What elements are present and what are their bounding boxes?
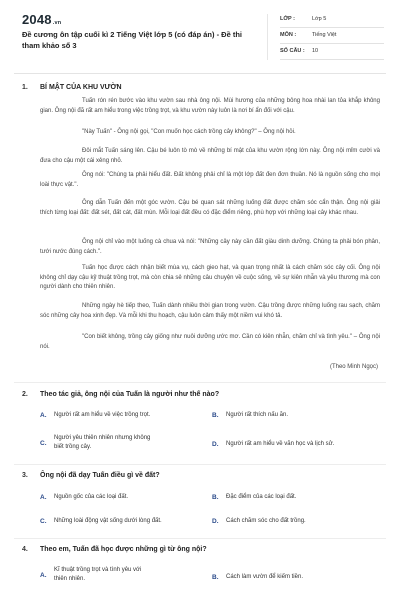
option-text: Người rất am hiểu về việc trồng trọt. [54,411,151,418]
passage-paragraph: Ông dẫn Tuấn đến một góc vườn. Cậu bé quan sát những luống đất được chăm sóc cẩn thận. Ông nội giải thích từng loại đất: đất sét, đất cát, đất mùn. Mỗi loại đất đều có đặc điểm riêng, phù hợp với những loại cây khác nhau. [40,200,380,216]
question-text: Theo tác giả, ông nội của Tuấn là người như thế nào? [40,391,220,398]
answer-option[interactable] [212,437,384,451]
answer-option[interactable] [212,490,382,504]
meta-line [280,43,384,44]
question-number: 3. [22,472,28,479]
question-number: 2. [22,391,28,398]
option-text: Người rất thích nấu ăn. [226,411,288,418]
option-text: Những loài động vật sống dưới lòng đất. [54,517,162,524]
passage-paragraph: Tuấn học được cách nhận biết mùa vụ, cách gieo hạt, và quan trọng nhất là cách chăm sóc cây cối. Ông nội không chỉ dạy cậu kỹ thuật trồng trọt, mà còn chia sẻ những câu chuyện về cuộc sống, về sự kiên nhẫn và yêu thương mà con người dành cho thiên nhiên. [40,265,380,290]
option-letter: A. [40,411,47,419]
passage-paragraph: Đôi mắt Tuấn sáng lên. Cậu bé luôn tò mò về những bí mật của khu vườn rộng lớn này. Ông nội mỉm cười và đưa cho cậu một cái xẻng nhỏ. [40,148,380,164]
passage-paragraph: Ông nội chỉ vào một luống cà chua và nói: "Những cây này cần đất giàu dinh dưỡng. Chúng ta phải bón phân, tưới nước đúng cách.". [40,239,380,255]
header-divider [14,73,386,74]
passage-paragraph: Những ngày hè tiếp theo, Tuấn dành nhiều thời gian trong vườn. Cậu trồng được những luống rau sạch, chăm sóc những cây hoa xinh đẹp. Và mỗi khi thu hoạch, cậu luôn cảm thấy một niềm vui khó tả. [40,303,380,319]
passage-paragraph: "Con biết không, trồng cây giống như nuôi dưỡng ước mơ. Cần có kiên nhẫn, chăm chỉ và tình yêu." – Ông nội nói. [40,334,380,350]
answer-option[interactable] [40,514,205,528]
option-letter: B. [212,493,219,501]
question-text: Theo em, Tuấn đã học được những gì từ ông nội? [40,546,207,553]
answer-option[interactable] [212,570,382,584]
meta-class-value: Lớp 5 [312,16,327,22]
section-divider [14,382,386,383]
question-number: 1. [22,84,28,91]
option-letter: C. [40,439,47,447]
answer-option[interactable] [40,432,200,454]
option-letter: B. [212,411,219,419]
answer-option[interactable] [40,490,200,504]
option-text: Kĩ thuật trồng trọt và tình yêu với thiên nhiên. [54,567,142,582]
answer-option[interactable] [212,514,382,528]
option-letter: D. [212,517,219,525]
option-text: Người rất am hiểu về văn học và lịch sử. [226,440,335,447]
meta-count-label: SỐ CÂU : [280,48,305,54]
option-letter: B. [212,573,219,581]
meta-line [280,27,384,28]
site-logo[interactable] [22,12,61,27]
section-divider [14,464,386,465]
logo-suffix: .vn [52,20,62,26]
answer-option[interactable] [40,564,200,586]
question-number: 4. [22,546,28,553]
section-divider [14,538,386,539]
meta-line [280,59,384,60]
document-title: Đề cương ôn tập cuối kì 2 Tiếng Việt lớp 5 (có đáp án) - Đề thi tham khảo số 3 [22,30,243,50]
logo-main: 2048 [22,12,52,27]
passage-title: BÍ MẬT CỦA KHU VƯỜN [40,84,122,91]
option-letter: C. [40,517,47,525]
passage-paragraph: Tuấn rón rén bước vào khu vườn sau nhà ông nội. Mùi hương của những bông hoa nhài lan tỏa khắp không gian. Ông nội đã rất am hiểu trong việc trồng trọt, và khu vườn này luôn là nơi bí ẩn đối với cậu. [40,98,380,114]
passage-source: (Theo Minh Ngọc) [329,364,378,370]
answer-option[interactable] [40,408,200,422]
meta-class-label: LỚP : [280,16,295,22]
passage-paragraph: Ông nói: "Chúng ta phải hiểu đất. Đất không phải chỉ là một lớp đất đen đơn thuần. Nó là nguồn sống cho mọi loài thực vật.". [40,172,380,188]
meta-subject-value: Tiếng Việt [312,32,337,38]
meta-count-value: 10 [312,48,319,54]
option-text: Cách chăm sóc cho đất trồng. [226,517,306,524]
option-text: Cách làm vườn để kiếm tiền. [226,573,303,580]
option-letter: A. [40,571,47,579]
option-letter: D. [212,440,219,448]
option-text: Người yêu thiên nhiên nhưng không biết trồng cây. [54,435,151,450]
option-text: Nguồn gốc của các loại đất. [54,493,129,500]
option-text: Đặc điểm của các loại đất. [226,493,297,500]
passage-paragraph: "Này Tuấn" - Ông nội gọi, "Con muốn học cách trồng cây không?" – Ông nội hỏi. [82,129,296,135]
meta-divider [267,14,268,60]
meta-subject-label: MÔN : [280,32,297,38]
answer-option[interactable] [212,408,382,422]
page-header [0,0,400,72]
question-text: Ông nội đã dạy Tuấn điều gì về đất? [40,472,160,479]
option-letter: A. [40,493,47,501]
